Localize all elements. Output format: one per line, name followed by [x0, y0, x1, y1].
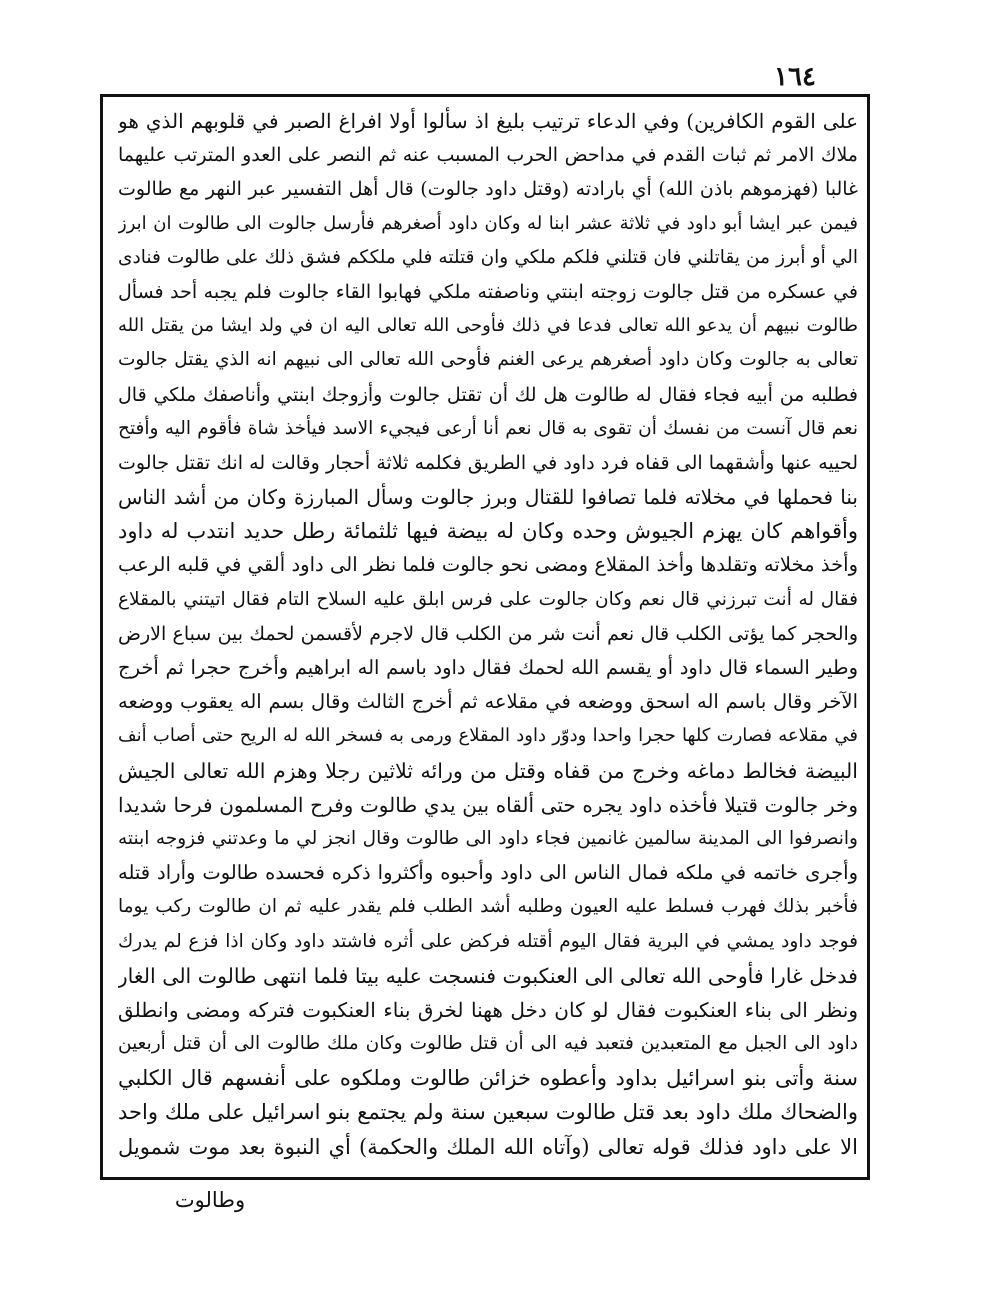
text-line: فقال له أنت تبرزني قال نعم وكان جالوت على فرس ابلق عليه السلاح التام فقال اتيتني بالمقلاع: [118, 588, 858, 610]
text-line: غالبا (فهزموهم باذن الله) أي بارادته (وقتل داود جالوت) قال أهل التفسير عبر النهر مع طالوت: [118, 178, 858, 201]
text-line: الآخر وقال باسم اله اسحق ووضعه في مقلاعه ثم أخرج الثالث وقال بسم اله يعقوب ووضعه: [118, 690, 858, 714]
text-line: البيضة فخالط دماغه وخرج من قفاه وقتل من ورائه ثلاثين رجلا وهزم الله تعالى الجيش: [118, 758, 858, 783]
text-line: والحجر كما يؤتى الكلب قال نعم أنت شر من الكلب قال لاجرم لأقسمن لحمك بين سباع الارض: [118, 622, 858, 645]
text-line: في مقلاعه فصارت كلها حجرا واحدا ودوّر داود المقلاع ورمى به فسخر الله له الريح حتى أصاب أنف: [118, 725, 858, 747]
text-line: سنة وأتى بنو اسرائيل بداود وأعطوه خزائن طالوت وملكوه على أنفسهم قال الكلبي: [118, 1066, 858, 1091]
text-line: فوجد داود يمشي في البرية فقال اليوم أقتله فركض على أثره فاشتد داود وكان اذا فزع لم يدرك: [118, 930, 858, 952]
text-line: وخر جالوت قتيلا فأخذه داود يجره حتى ألقاه بين يدي طالوت وفرح المسلمون فرحا شديدا: [118, 792, 858, 817]
text-line: لحييه عنها وأشقهما الى قفاه فرد داود في الطريق فكلمه ثلاثة أحجار وقالت له انك تقتل جالوت: [118, 451, 858, 474]
text-line: فدخل غارا فأوحى الله تعالى الى العنكبوت فنسجت عليه بيتا فلما انتهى طالوت الى الغار: [118, 963, 858, 988]
text-line: فيمن عبر ايشا أبو داود في ثلاثة عشر ابنا له وكان داود أصغرهم فأرسل جالوت الى طالوت ان ابرز: [118, 212, 858, 234]
text-line: وطير السماء قال داود أو يقسم الله لحمك فقال داود باسم اله ابراهيم وأخرج حجرا ثم أخرج: [118, 656, 858, 679]
text-line: في عسكره من قتل جالوت زوجته ابنتي وناصفته ملكي فهابوا القاء جالوت فلم يجبه أحد فسأل: [118, 280, 858, 303]
text-line: وأخذ مخلاته وتقلدها وأخذ المقلاع ومضى نحو جالوت فلما نظر الى داود ألقي في قلبه الرعب: [118, 553, 858, 577]
text-line: وأقواهم كان يهزم الجيوش وحده وكان له بيضة فيها ثلثمائة رطل حديد انتدب له داود: [118, 519, 858, 544]
text-line: والضحاك ملك داود بعد قتل طالوت سبعين سنة ولم يجتمع بنو اسرائيل على ملك واحد: [118, 1100, 858, 1125]
text-line: ملاك الامر ثم ثبات القدم في مداحض الحرب المسبب عنه ثم النصر على العدو المترتب عليهما: [118, 144, 858, 167]
text-line: طالوت نبيهم أن يدعو الله تعالى فدعا في ذلك فأوحى الله تعالى اليه ان في ولد ايشا من يقتل الله: [118, 315, 858, 337]
text-line: تعالى به جالوت وكان داود أصغرهم يرعى الغنم فأوحى الله تعالى الى نبيهم انه الذي يقتل جالوت: [118, 349, 858, 371]
text-line: ونظر الى بناء العنكبوت فقال لو كان دخل ههنا لخرق بناء العنكبوت فتركه ومضى وانطلق: [118, 997, 858, 1022]
text-line: بنا فحملها في مخلاته فلما تصافوا للقتال وبرز جالوت وسأل المبارزة وكان من أشد الناس: [118, 485, 858, 510]
text-line: الا على داود فذلك قوله تعالى (وآتاه الله الملك والحكمة) أي النبوة بعد موت شمويل: [118, 1134, 858, 1159]
text-line: وانصرفوا الى المدينة سالمين غانمين فجاء داود الى طالوت وقال انجز لي ما وعدتني فزوجه ابنته: [118, 827, 858, 849]
text-line: فأخبر بذلك فهرب فسلط عليه العيون وطلبه أشد الطلب فلم يقدر عليه ثم ان طالوت ركب يوما: [118, 896, 858, 918]
text-line: الي أو أبرز من يقاتلني فان قتلني فلكم ملكي وان قتلته فلي ملككم فشق ذلك على طالوت فنادى: [118, 246, 858, 268]
main-text: [118, 104, 858, 1164]
text-line: على القوم الكافرين) وفي الدعاء ترتيب بليغ اذ سألوا أولا افراغ الصبر في قلوبهم الذي هو: [118, 109, 858, 133]
text-line: داود الى الجبل مع المتعبدين فتعبد فيه الى أن قتل طالوت وكان ملك طالوت الى أن قتل أربعين: [118, 1033, 858, 1055]
page-number: ١٦٤: [774, 62, 816, 92]
text-line: فطلبه من أبيه فجاء فقال له طالوت هل لك أن تقتل جالوت وأزوجك ابنتي وأناصفك ملكي قال: [118, 383, 858, 406]
catchword: وطالوت: [174, 1188, 246, 1212]
text-line: وأجرى خاتمه في ملكه فمال الناس الى داود وأحبوه وأكثروا ذكره فحسده طالوت وأراد قتله: [118, 861, 858, 885]
text-line: نعم قال آنست من نفسك أن تقوى به قال نعم أنا أرعى فيجيء الاسد فيأخذ شاة فأقوم اليه وأفتح: [118, 417, 858, 439]
